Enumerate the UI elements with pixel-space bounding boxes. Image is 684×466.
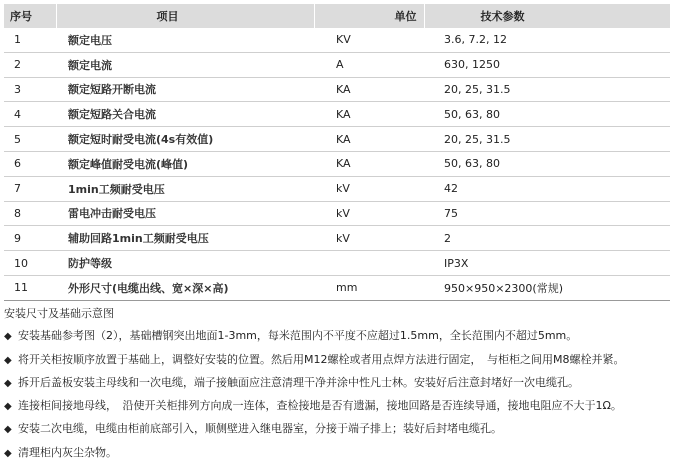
cell-unit: kV (314, 201, 424, 226)
install-item-text: 安装二次电缆，电缆由柜前底部引入，顺侧壁进入继电器室，分接于端子排上；装好后封堵电缆孔。 (18, 422, 502, 436)
diamond-bullet-icon: ◆ (4, 331, 12, 343)
cell-item: 额定短时耐受电流(4s有效值) (56, 127, 314, 152)
cell-param: 630, 1250 (424, 52, 670, 77)
cell-param: 3.6, 7.2, 12 (424, 28, 670, 52)
table-row (4, 275, 670, 300)
cell-item: 额定短路开断电流 (56, 77, 314, 102)
install-notes (4, 303, 680, 465)
install-item (4, 418, 680, 441)
cell-item: 辅助回路1min工频耐受电压 (56, 226, 314, 251)
cell-param: 50, 63, 80 (424, 102, 670, 127)
cell-unit: kV (314, 226, 424, 251)
table-row (4, 201, 670, 226)
spec-table (4, 4, 671, 301)
header-param: 技术参数 (424, 4, 670, 28)
install-item (4, 442, 680, 465)
cell-item: 额定电流 (56, 52, 314, 77)
install-item (4, 325, 680, 348)
install-item (4, 395, 680, 418)
cell-param: 75 (424, 201, 670, 226)
cell-item: 外形尺寸(电缆出线、宽×深×高) (56, 275, 314, 300)
table-row (4, 28, 670, 52)
cell-param: 50, 63, 80 (424, 151, 670, 176)
install-title: 安装尺寸及基础示意图 (4, 307, 114, 320)
table-header-row (4, 4, 670, 28)
header-unit: 单位 (314, 4, 424, 28)
install-item-text: 清理柜内灰尘杂物。 (18, 445, 117, 459)
cell-unit: A (314, 52, 424, 77)
cell-item: 1min工频耐受电压 (56, 176, 314, 201)
cell-unit: KA (314, 102, 424, 127)
cell-no: 6 (4, 151, 56, 176)
cell-item: 雷电冲击耐受电压 (56, 201, 314, 226)
header-no: 序号 (4, 4, 56, 28)
table-row (4, 151, 670, 176)
cell-unit: kV (314, 176, 424, 201)
cell-param: 20, 25, 31.5 (424, 127, 670, 152)
cell-no: 7 (4, 176, 56, 201)
cell-unit: KV (314, 28, 424, 52)
cell-no: 11 (4, 275, 56, 300)
cell-no: 4 (4, 102, 56, 127)
cell-no: 2 (4, 52, 56, 77)
cell-unit (314, 251, 424, 276)
table-row (4, 176, 670, 201)
cell-param: 42 (424, 176, 670, 201)
diamond-bullet-icon: ◆ (4, 424, 12, 436)
cell-unit: KA (314, 127, 424, 152)
cell-param: 20, 25, 31.5 (424, 77, 670, 102)
install-item-text: 连接柜间接地母线， 沿使开关柜排列方向成一连体，查检接地是否有遗漏，接地回路是否连续导通，接地电阻应不大于1Ω。 (18, 399, 622, 413)
cell-param: 950×950×2300(常规) (424, 275, 670, 300)
table-row (4, 77, 670, 102)
cell-unit: KA (314, 77, 424, 102)
install-item (4, 372, 680, 395)
cell-item: 额定峰值耐受电流(峰值) (56, 151, 314, 176)
install-item (4, 349, 680, 372)
cell-no: 9 (4, 226, 56, 251)
table-row (4, 251, 670, 276)
diamond-bullet-icon: ◆ (4, 447, 12, 459)
install-item-text: 拆开后盖板安装主母线和一次电缆，端子接触面应注意清理干净并涂中性凡士林。安装好后注意封堵好一次电缆孔。 (18, 375, 579, 389)
cell-no: 3 (4, 77, 56, 102)
diamond-bullet-icon: ◆ (4, 354, 12, 366)
cell-item: 防护等级 (56, 251, 314, 276)
cell-param: 2 (424, 226, 670, 251)
table-row (4, 102, 670, 127)
table-row (4, 226, 670, 251)
header-item: 项目 (56, 4, 314, 28)
cell-unit: mm (314, 275, 424, 300)
cell-unit: KA (314, 151, 424, 176)
diamond-bullet-icon: ◆ (4, 401, 12, 413)
cell-no: 8 (4, 201, 56, 226)
table-row (4, 52, 670, 77)
install-item-text: 安装基础参考图（2），基础槽钢突出地面1-3mm，每米范围内不平度不应超过1.5mm，全长范围内不超过5mm。 (18, 329, 578, 343)
cell-no: 5 (4, 127, 56, 152)
cell-item: 额定电压 (56, 28, 314, 52)
install-item-text: 将开关柜按顺序放置于基础上，调整好安装的位置。然后用M12螺栓或者用点焊方法进行固定， 与柜柜之间用M8螺栓并紧。 (18, 352, 625, 366)
cell-no: 1 (4, 28, 56, 52)
cell-item: 额定短路关合电流 (56, 102, 314, 127)
cell-no: 10 (4, 251, 56, 276)
table-row (4, 127, 670, 152)
diamond-bullet-icon: ◆ (4, 377, 12, 389)
cell-param: IP3X (424, 251, 670, 276)
